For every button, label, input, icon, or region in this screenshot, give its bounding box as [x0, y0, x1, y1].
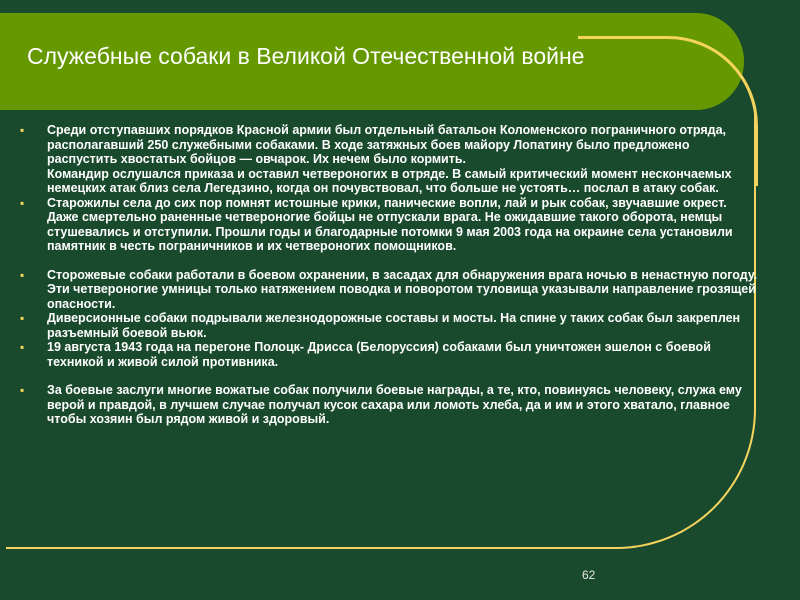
- list-item: [20, 268, 760, 312]
- page-number: 62: [582, 568, 596, 582]
- bullet-icon: ▪: [20, 267, 25, 282]
- list-spacer: [20, 369, 760, 383]
- list-item-text: За боевые заслуги многие вожатые собак получили боевые награды, а те, кто, повинуясь человеку, служа ему верой и правдой, в лучшем случае получал кусок сахара или ломоть хлеба, да и им и этого хватало, главное чтобы хозяин был рядом живой и здоровый.: [47, 383, 742, 426]
- list-item-text: Диверсионные собаки подрывали железнодорожные составы и мосты. На спине у таких собак был закреплен разъемный боевой вьюк.: [47, 311, 741, 340]
- bullet-icon: ▪: [20, 195, 25, 210]
- bullet-list: [20, 123, 760, 427]
- bullet-icon: ▪: [20, 340, 25, 354]
- list-item: [20, 383, 760, 427]
- list-item: [20, 340, 760, 369]
- list-item: [20, 311, 760, 340]
- list-item-text: 19 августа 1943 года на перегоне Полоцк- Дрисса (Белоруссия) собаками был уничтожен эшелон с боевой техникой и живой силой противника.: [47, 340, 711, 369]
- list-item: [20, 196, 760, 254]
- list-spacer: [20, 254, 760, 268]
- slide-title: Служебные собаки в Великой Отечественной войне: [27, 43, 585, 69]
- list-item-text: Командир ослушался приказа и оставил четвероногих в отряде. В самый критический момент нескончаемых немецких атак близ села Легедзино, когда он почувствовал, что больше не устоять… послал в атаку собак.: [47, 166, 732, 195]
- list-item-text: Среди отступавших порядков Красной армии был отдельный батальон Коломенского пограничного отряда, располагавший 250 служебными собаками. В ходе затяжных боев майору Лопатину было предложено распустить хвостатых бойцов — овчарок. Их нечем было кормить.: [47, 123, 726, 166]
- list-item-text: Сторожевые собаки работали в боевом охранении, в засадах для обнаружения врага ночью в ненастную погоду. Эти четвероногие умницы только натяжением поводка и поворотом туловища указывали направление грозящей опасности.: [47, 267, 758, 311]
- bullet-icon: ▪: [20, 311, 25, 325]
- bullet-icon: ▪: [20, 383, 25, 397]
- list-item: [20, 123, 760, 196]
- list-item-text: Старожилы села до сих пор помнят истошные крики, панические вопли, лай и рык собак, звучавшие окрест. Даже смертельно раненные четвероногие бойцы не отпускали врага. Не ожидавшие такого оборота, немцы стушевались и отступили. Прошли годы и благодарные потомки 9 мая 2003 года на окраине села установили памятник в честь пограничников и их четвероногих помощников.: [47, 195, 733, 253]
- bullet-icon: ▪: [20, 123, 25, 137]
